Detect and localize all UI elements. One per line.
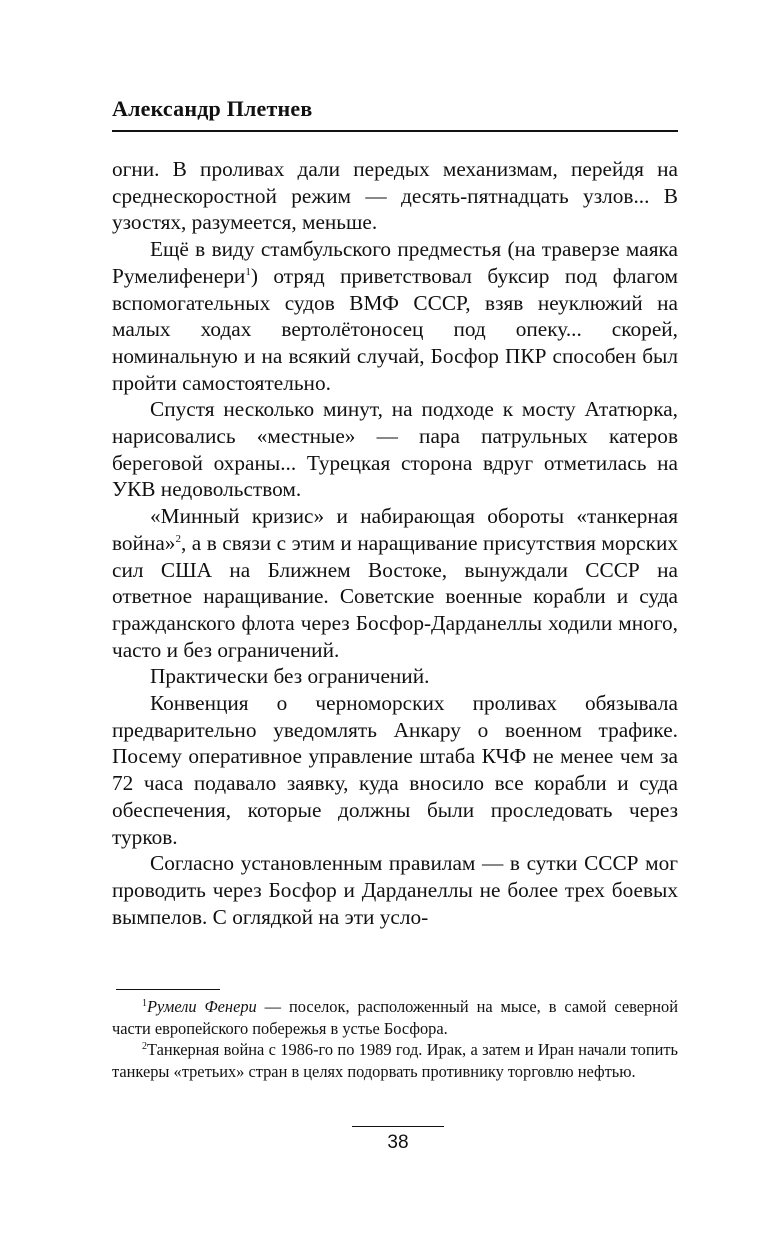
paragraph-text: Ещё в виду стамбульского предместья (на траверзе маяка Румелифенери: [112, 237, 678, 288]
paragraph: Конвенция о черноморских проливах обязывала предварительно уведомлять Анкару о военном трафике. Посему оперативное управление штаба КЧФ не менее чем за 72 часа подавало заявку, куда вносило все корабли и суда обеспечения, которые должны были проследовать через турков.: [112, 691, 678, 849]
footnote-2: [112, 1039, 678, 1082]
paragraph: Согласно установленным правилам — в сутки СССР мог проводить через Босфор и Дарданеллы не более трех боевых вымпелов. С оглядкой на эти усло-: [112, 851, 678, 929]
paragraph-text: ) отряд приветствовал буксир под флагом вспомогательных судов ВМФ СССР, взяв неуклюжий на малых ходах вертолётоносец под опеку... скорей, номинальную и на всякий случай, Босфор ПКР способен был пройти самостоятельно.: [112, 263, 678, 395]
paragraph-text: , а в связи с этим и наращивание присутствия морских сил США на Ближнем Востоке, вынуждали СССР на ответное наращивание. Советские военные корабли и суда гражданского флота через Босфор-Дарданеллы ходили много, часто и без ограничений.: [112, 530, 678, 662]
page-number: 38: [387, 1132, 409, 1153]
footnote-reference[interactable]: 1: [245, 265, 251, 278]
footnote-1: [112, 996, 678, 1039]
page-number-rule: [352, 1126, 444, 1127]
footnote-term: Румели Фенери: [147, 997, 257, 1016]
footnote-mark: 2: [142, 1041, 147, 1052]
footnote-text: Танкерная война с 1986-го по 1989 год. Ирак, а затем и Иран начали топить танкеры «третьих» стран в целях подорвать противнику торговлю нефтью.: [112, 1040, 678, 1081]
paragraph-text: «Минный кризис» и набирающая обороты «танкерная война»: [112, 504, 678, 555]
paragraph: [112, 503, 678, 663]
footnote-text: — поселок, расположенный на мысе, в самой северной части европейского побережья в устье Босфора.: [112, 997, 678, 1038]
running-head-author: Александр Плетнев: [112, 96, 313, 121]
footnote-mark: 1: [142, 998, 147, 1009]
footnotes: [112, 996, 678, 1082]
header-rule: [112, 130, 678, 132]
paragraph: Спустя несколько минут, на подходе к мосту Ататюрка, нарисовались «местные» — пара патрульных катеров береговой охраны... Турецкая сторона вдруг отметилась на УКВ недовольством.: [112, 397, 678, 502]
footnote-rule: [116, 989, 220, 990]
paragraph: Практически без ограничений.: [150, 664, 430, 689]
paragraph: огни. В проливах дали передых механизмам, перейдя на среднескоростной режим — десять-пятнадцать узлов... В узостях, разумеется, меньше.: [112, 157, 678, 235]
footnote-reference[interactable]: 2: [175, 532, 181, 545]
main-text: [112, 156, 678, 930]
paragraph: [112, 236, 678, 396]
